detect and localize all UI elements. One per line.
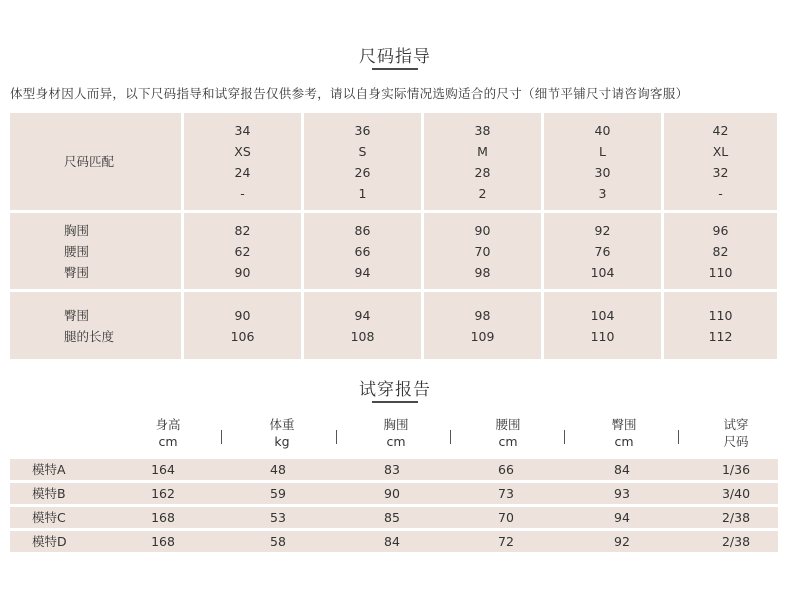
try-report-title-underline [372, 401, 418, 403]
size-tried-value: 2/38 [721, 510, 751, 525]
size-letter: M [477, 143, 488, 159]
waist-value: 72 [498, 534, 514, 549]
leg-length-value: 110 [590, 328, 615, 344]
size-tried-value: 1/36 [721, 462, 751, 477]
hip-value: 94 [354, 307, 371, 323]
height-header: 身高 cm [155, 417, 181, 449]
chest-label: 胸围 [64, 222, 90, 238]
size-waist: 28 [474, 164, 491, 180]
hip-value: 94 [614, 510, 630, 525]
height-value: 168 [151, 510, 175, 525]
weight-value: 48 [270, 462, 286, 477]
size-num: 2 [478, 185, 487, 201]
size-waist: 24 [234, 164, 251, 180]
chest-header: 胸围 cm [383, 417, 409, 449]
chest-value: 90 [474, 222, 491, 238]
model-name: 模特C [32, 510, 66, 525]
size-num: 1 [358, 185, 367, 201]
body-measure-labels [10, 213, 181, 289]
chest-value: 90 [384, 486, 400, 501]
hip-value: 94 [354, 264, 371, 280]
hip-label: 臀围 [64, 307, 90, 323]
chest-value: 85 [384, 510, 400, 525]
weight-value: 53 [270, 510, 286, 525]
size-eu: 40 [594, 122, 611, 138]
body-col-38 [424, 213, 541, 289]
hip-value: 104 [590, 264, 615, 280]
header-divider [678, 430, 679, 444]
waist-label: 腰围 [64, 243, 90, 259]
chest-value: 92 [594, 222, 611, 238]
size-col-34 [184, 113, 301, 210]
model-row [10, 459, 778, 480]
model-row [10, 507, 778, 528]
size-num: - [718, 185, 723, 201]
waist-value: 62 [234, 243, 251, 259]
header-divider [450, 430, 451, 444]
leg-col-36 [304, 292, 421, 359]
chest-value: 83 [384, 462, 400, 477]
leg-col-34 [184, 292, 301, 359]
waist-value: 82 [712, 243, 729, 259]
leg-length-label: 腿的长度 [64, 328, 115, 344]
leg-length-value: 109 [470, 328, 495, 344]
body-measure-row [10, 213, 778, 289]
leg-length-value: 108 [350, 328, 375, 344]
waist-value: 73 [498, 486, 514, 501]
size-num: - [240, 185, 245, 201]
size-waist: 26 [354, 164, 371, 180]
size-tried-value: 3/40 [721, 486, 751, 501]
waist-value: 70 [474, 243, 491, 259]
height-value: 168 [151, 534, 175, 549]
model-name: 模特A [32, 462, 66, 477]
hip-value: 98 [474, 264, 491, 280]
body-col-42 [664, 213, 777, 289]
height-value: 162 [151, 486, 175, 501]
waist-value: 76 [594, 243, 611, 259]
model-row [10, 483, 778, 504]
leg-measure-labels [10, 292, 181, 359]
size-match-label-cell [10, 113, 181, 210]
size-num: 3 [598, 185, 607, 201]
size-col-38 [424, 113, 541, 210]
hip-value: 84 [614, 462, 630, 477]
leg-col-42 [664, 292, 777, 359]
hip-value: 110 [708, 264, 733, 280]
header-divider [221, 430, 222, 444]
leg-col-38 [424, 292, 541, 359]
hip-header: 臀围 cm [611, 417, 637, 449]
waist-value: 66 [354, 243, 371, 259]
hip-value: 98 [474, 307, 491, 323]
size-tried-value: 2/38 [721, 534, 751, 549]
weight-value: 58 [270, 534, 286, 549]
size-guide-intro: 体型身材因人而异，以下尺码指导和试穿报告仅供参考，请以自身实际情况选购适合的尺寸（细节平铺尺寸请咨询客服） [10, 86, 689, 101]
size-letter: L [599, 143, 606, 159]
leg-length-value: 106 [230, 328, 255, 344]
size-tried-header: 试穿 尺码 [723, 417, 749, 449]
chest-value: 86 [354, 222, 371, 238]
leg-length-value: 112 [708, 328, 733, 344]
size-letter: S [358, 143, 367, 159]
weight-value: 59 [270, 486, 286, 501]
model-row [10, 531, 778, 552]
hip-value: 90 [234, 264, 251, 280]
waist-value: 70 [498, 510, 514, 525]
header-divider [564, 430, 565, 444]
size-col-40 [544, 113, 661, 210]
size-eu: 36 [354, 122, 371, 138]
size-match-label: 尺码匹配 [64, 154, 115, 169]
size-col-36 [304, 113, 421, 210]
size-col-42 [664, 113, 777, 210]
size-letter: XL [712, 143, 729, 159]
try-report-title: 试穿报告 [359, 380, 431, 400]
leg-measure-row [10, 292, 778, 359]
body-col-36 [304, 213, 421, 289]
header-divider [336, 430, 337, 444]
size-waist: 32 [712, 164, 729, 180]
size-guide-title: 尺码指导 [359, 47, 431, 67]
size-guide-title-underline [372, 68, 418, 70]
chest-value: 96 [712, 222, 729, 238]
size-eu: 38 [474, 122, 491, 138]
hip-value: 92 [614, 534, 630, 549]
body-col-34 [184, 213, 301, 289]
height-value: 164 [151, 462, 175, 477]
size-letter: XS [234, 143, 251, 159]
size-waist: 30 [594, 164, 611, 180]
model-name: 模特D [32, 534, 67, 549]
hip-label: 臀围 [64, 264, 90, 280]
hip-value: 93 [614, 486, 630, 501]
weight-header: 体重 kg [269, 417, 295, 449]
waist-value: 66 [498, 462, 514, 477]
chest-value: 84 [384, 534, 400, 549]
hip-value: 104 [590, 307, 615, 323]
hip-value: 110 [708, 307, 733, 323]
chest-value: 82 [234, 222, 251, 238]
model-name: 模特B [32, 486, 66, 501]
size-match-row [10, 113, 778, 210]
waist-header: 腰围 cm [495, 417, 521, 449]
hip-value: 90 [234, 307, 251, 323]
leg-col-40 [544, 292, 661, 359]
body-col-40 [544, 213, 661, 289]
size-eu: 42 [712, 122, 729, 138]
size-eu: 34 [234, 122, 251, 138]
